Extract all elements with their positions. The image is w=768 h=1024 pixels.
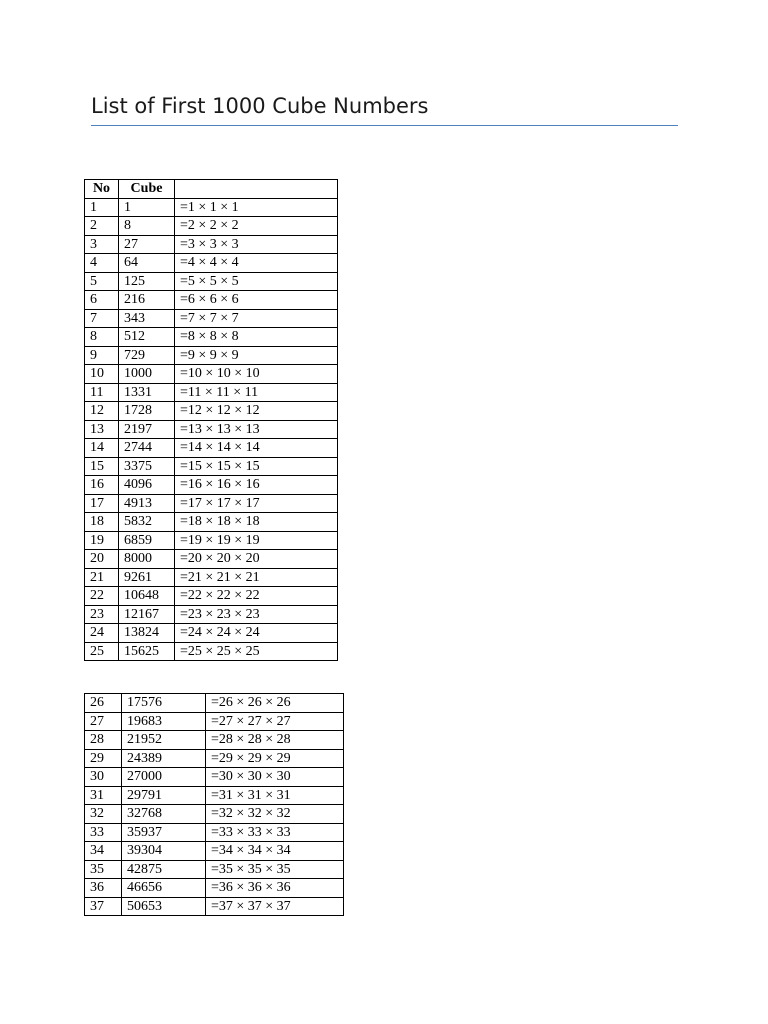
cube-table-2 — [84, 693, 344, 916]
table-row — [85, 568, 338, 587]
table-row — [85, 694, 344, 713]
cell-number: 15 — [85, 457, 119, 476]
cell-number: 29 — [85, 749, 122, 768]
cell-formula: =21 × 21 × 21 — [175, 568, 338, 587]
header-no: No — [85, 180, 119, 199]
header-cube: Cube — [119, 180, 175, 199]
cell-number: 27 — [85, 712, 122, 731]
cell-number: 7 — [85, 309, 119, 328]
cell-cube: 35937 — [122, 823, 206, 842]
cell-cube: 1000 — [119, 365, 175, 384]
table-row — [85, 309, 338, 328]
cell-formula: =20 × 20 × 20 — [175, 550, 338, 569]
cell-number: 26 — [85, 694, 122, 713]
cell-number: 11 — [85, 383, 119, 402]
cell-cube: 2744 — [119, 439, 175, 458]
cell-number: 1 — [85, 198, 119, 217]
table-row — [85, 383, 338, 402]
cell-formula: =7 × 7 × 7 — [175, 309, 338, 328]
cell-cube: 15625 — [119, 642, 175, 661]
cell-cube: 12167 — [119, 605, 175, 624]
table-row — [85, 198, 338, 217]
cell-number: 18 — [85, 513, 119, 532]
table-row — [85, 731, 344, 750]
cell-formula: =5 × 5 × 5 — [175, 272, 338, 291]
cell-cube: 24389 — [122, 749, 206, 768]
cell-number: 16 — [85, 476, 119, 495]
cell-number: 3 — [85, 235, 119, 254]
cell-cube: 1728 — [119, 402, 175, 421]
cell-number: 23 — [85, 605, 119, 624]
cell-cube: 8000 — [119, 550, 175, 569]
cell-number: 8 — [85, 328, 119, 347]
cell-formula: =19 × 19 × 19 — [175, 531, 338, 550]
cell-formula: =33 × 33 × 33 — [206, 823, 344, 842]
cell-number: 2 — [85, 217, 119, 236]
cell-formula: =15 × 15 × 15 — [175, 457, 338, 476]
cell-cube: 64 — [119, 254, 175, 273]
table-row — [85, 531, 338, 550]
cell-cube: 39304 — [122, 842, 206, 861]
cell-number: 9 — [85, 346, 119, 365]
table-row — [85, 365, 338, 384]
cell-formula: =36 × 36 × 36 — [206, 879, 344, 898]
cell-cube: 8 — [119, 217, 175, 236]
cell-cube: 27000 — [122, 768, 206, 787]
cell-formula: =8 × 8 × 8 — [175, 328, 338, 347]
cell-cube: 2197 — [119, 420, 175, 439]
cell-formula: =13 × 13 × 13 — [175, 420, 338, 439]
cell-formula: =31 × 31 × 31 — [206, 786, 344, 805]
cell-cube: 19683 — [122, 712, 206, 731]
cell-cube: 125 — [119, 272, 175, 291]
cell-number: 19 — [85, 531, 119, 550]
cell-number: 10 — [85, 365, 119, 384]
cell-formula: =25 × 25 × 25 — [175, 642, 338, 661]
table-row — [85, 897, 344, 916]
cell-formula: =10 × 10 × 10 — [175, 365, 338, 384]
cell-formula: =4 × 4 × 4 — [175, 254, 338, 273]
cell-formula: =35 × 35 × 35 — [206, 860, 344, 879]
cell-number: 22 — [85, 587, 119, 606]
table-row — [85, 254, 338, 273]
cell-number: 36 — [85, 879, 122, 898]
table-row — [85, 402, 338, 421]
cell-cube: 729 — [119, 346, 175, 365]
cell-formula: =14 × 14 × 14 — [175, 439, 338, 458]
cell-formula: =9 × 9 × 9 — [175, 346, 338, 365]
table-row — [85, 624, 338, 643]
cell-formula: =23 × 23 × 23 — [175, 605, 338, 624]
cell-cube: 5832 — [119, 513, 175, 532]
table-row — [85, 749, 344, 768]
table-row — [85, 842, 344, 861]
cell-cube: 4913 — [119, 494, 175, 513]
cell-cube: 32768 — [122, 805, 206, 824]
cell-number: 25 — [85, 642, 119, 661]
title-divider — [91, 125, 678, 126]
table-row — [85, 476, 338, 495]
cell-number: 34 — [85, 842, 122, 861]
cell-number: 13 — [85, 420, 119, 439]
cell-formula: =17 × 17 × 17 — [175, 494, 338, 513]
cell-formula: =3 × 3 × 3 — [175, 235, 338, 254]
table-row — [85, 823, 344, 842]
cell-cube: 1 — [119, 198, 175, 217]
cell-number: 33 — [85, 823, 122, 842]
page-title: List of First 1000 Cube Numbers — [91, 94, 429, 118]
cell-formula: =18 × 18 × 18 — [175, 513, 338, 532]
cell-cube: 29791 — [122, 786, 206, 805]
cell-cube: 343 — [119, 309, 175, 328]
cell-formula: =32 × 32 × 32 — [206, 805, 344, 824]
cell-cube: 6859 — [119, 531, 175, 550]
cell-formula: =28 × 28 × 28 — [206, 731, 344, 750]
cell-formula: =11 × 11 × 11 — [175, 383, 338, 402]
cell-formula: =22 × 22 × 22 — [175, 587, 338, 606]
cell-cube: 46656 — [122, 879, 206, 898]
cell-formula: =2 × 2 × 2 — [175, 217, 338, 236]
cell-number: 4 — [85, 254, 119, 273]
table-row — [85, 860, 344, 879]
cell-cube: 4096 — [119, 476, 175, 495]
cell-formula: =29 × 29 × 29 — [206, 749, 344, 768]
cell-formula: =6 × 6 × 6 — [175, 291, 338, 310]
cell-formula: =27 × 27 × 27 — [206, 712, 344, 731]
cell-formula: =37 × 37 × 37 — [206, 897, 344, 916]
table-row — [85, 328, 338, 347]
cell-number: 20 — [85, 550, 119, 569]
table-row — [85, 494, 338, 513]
cell-formula: =1 × 1 × 1 — [175, 198, 338, 217]
cell-number: 17 — [85, 494, 119, 513]
cell-cube: 512 — [119, 328, 175, 347]
cell-cube: 27 — [119, 235, 175, 254]
cell-cube: 9261 — [119, 568, 175, 587]
cell-cube: 216 — [119, 291, 175, 310]
table-row — [85, 513, 338, 532]
cell-formula: =24 × 24 × 24 — [175, 624, 338, 643]
table-row — [85, 272, 338, 291]
cell-cube: 10648 — [119, 587, 175, 606]
table-row — [85, 712, 344, 731]
cell-formula: =12 × 12 × 12 — [175, 402, 338, 421]
cell-number: 24 — [85, 624, 119, 643]
table-row — [85, 439, 338, 458]
cell-cube: 13824 — [119, 624, 175, 643]
table-row — [85, 605, 338, 624]
cell-number: 5 — [85, 272, 119, 291]
header-formula — [175, 180, 338, 199]
cell-number: 32 — [85, 805, 122, 824]
cell-cube: 42875 — [122, 860, 206, 879]
cell-number: 37 — [85, 897, 122, 916]
table-row — [85, 642, 338, 661]
cell-number: 14 — [85, 439, 119, 458]
cell-formula: =16 × 16 × 16 — [175, 476, 338, 495]
table-row — [85, 786, 344, 805]
cell-cube: 3375 — [119, 457, 175, 476]
table-row — [85, 457, 338, 476]
table-row — [85, 587, 338, 606]
table-row — [85, 805, 344, 824]
cell-number: 30 — [85, 768, 122, 787]
cell-formula: =30 × 30 × 30 — [206, 768, 344, 787]
table-row — [85, 768, 344, 787]
table-row — [85, 879, 344, 898]
table-row — [85, 420, 338, 439]
cell-number: 21 — [85, 568, 119, 587]
cell-number: 31 — [85, 786, 122, 805]
cell-cube: 1331 — [119, 383, 175, 402]
cell-number: 28 — [85, 731, 122, 750]
cube-table-1 — [84, 179, 338, 661]
table-row — [85, 550, 338, 569]
cell-cube: 50653 — [122, 897, 206, 916]
cell-number: 35 — [85, 860, 122, 879]
header-row — [85, 180, 338, 199]
cell-number: 6 — [85, 291, 119, 310]
cell-formula: =34 × 34 × 34 — [206, 842, 344, 861]
table-row — [85, 291, 338, 310]
cell-cube: 17576 — [122, 694, 206, 713]
cell-number: 12 — [85, 402, 119, 421]
table-row — [85, 346, 338, 365]
cell-cube: 21952 — [122, 731, 206, 750]
cell-formula: =26 × 26 × 26 — [206, 694, 344, 713]
table-row — [85, 235, 338, 254]
table-row — [85, 217, 338, 236]
